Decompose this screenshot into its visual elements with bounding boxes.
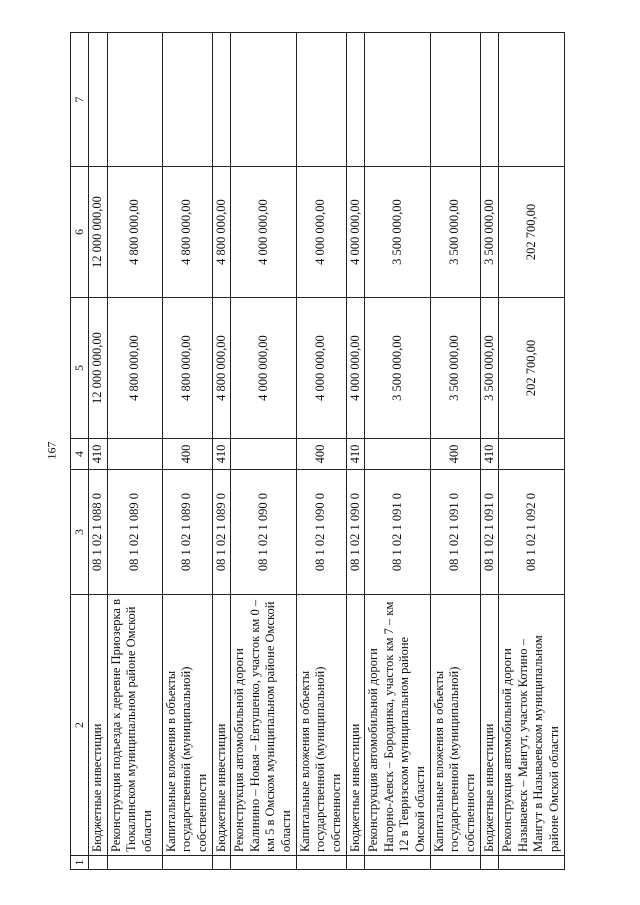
blank-cell <box>365 856 431 870</box>
header-cell: 4 <box>71 439 89 470</box>
page-number: 167 <box>44 441 59 460</box>
row-value-7 <box>499 33 565 167</box>
row-value-6: 12 000 000,00 <box>89 167 108 298</box>
row-name: Реконструкция автомобильной дороги Нагорно-Аевск – Бородинка, участок км 7 – км 12 в Тевризском муниципальном районе Омской области <box>365 595 431 856</box>
row-code: 08 1 02 1 091 0 <box>480 470 499 595</box>
row-name: Реконструкция автомобильной дороги Калинино – Новая – Евтушенко, участок км 0 – км 5 в Омском муниципальном районе Омской области <box>231 595 297 856</box>
row-code: 08 1 02 1 089 0 <box>212 470 231 595</box>
row-code: 08 1 02 1 089 0 <box>107 470 162 595</box>
row-name: Капитальные вложения в объекты государственной (муниципальной) собственности <box>296 595 346 856</box>
row-vr: 400 <box>296 439 346 470</box>
table-row <box>365 33 431 870</box>
row-value-6: 4 800 000,00 <box>107 167 162 298</box>
row-value-6: 4 800 000,00 <box>162 167 212 298</box>
row-code: 08 1 02 1 088 0 <box>89 470 108 595</box>
blank-cell <box>296 856 346 870</box>
budget-table <box>70 32 565 870</box>
row-vr <box>231 439 297 470</box>
row-value-6: 4 000 000,00 <box>231 167 297 298</box>
row-value-5: 4 000 000,00 <box>231 298 297 439</box>
row-value-7 <box>107 33 162 167</box>
table-row <box>212 33 231 870</box>
row-vr: 410 <box>480 439 499 470</box>
row-value-5: 12 000 000,00 <box>89 298 108 439</box>
blank-cell <box>212 856 231 870</box>
table-row <box>499 33 565 870</box>
table-row <box>480 33 499 870</box>
row-name: Капитальные вложения в объекты государственной (муниципальной) собственности <box>430 595 480 856</box>
row-value-7 <box>365 33 431 167</box>
row-code: 08 1 02 1 092 0 <box>499 470 565 595</box>
row-value-5: 202 700,00 <box>499 298 565 439</box>
rotated-table-container <box>70 33 561 870</box>
row-name: Бюджетные инвестиции <box>346 595 365 856</box>
row-value-5: 4 800 000,00 <box>162 298 212 439</box>
row-value-7 <box>89 33 108 167</box>
row-vr <box>365 439 431 470</box>
row-vr <box>499 439 565 470</box>
table-row <box>346 33 365 870</box>
row-vr: 410 <box>89 439 108 470</box>
blank-cell <box>430 856 480 870</box>
blank-cell <box>480 856 499 870</box>
row-code: 08 1 02 1 090 0 <box>296 470 346 595</box>
table-row <box>296 33 346 870</box>
row-vr: 410 <box>212 439 231 470</box>
row-code: 08 1 02 1 089 0 <box>162 470 212 595</box>
header-cell: 6 <box>71 167 89 298</box>
table-row <box>430 33 480 870</box>
header-cell: 2 <box>71 595 89 856</box>
row-code: 08 1 02 1 090 0 <box>231 470 297 595</box>
row-value-7 <box>480 33 499 167</box>
table-row <box>162 33 212 870</box>
row-value-5: 4 800 000,00 <box>212 298 231 439</box>
row-vr <box>107 439 162 470</box>
header-row <box>71 33 89 870</box>
row-value-6: 4 000 000,00 <box>346 167 365 298</box>
header-cell: 3 <box>71 470 89 595</box>
blank-cell <box>499 856 565 870</box>
row-name: Бюджетные инвестиции <box>212 595 231 856</box>
row-value-7 <box>346 33 365 167</box>
header-cell: 1 <box>71 856 89 870</box>
row-value-5: 4 800 000,00 <box>107 298 162 439</box>
row-name: Реконструкция подъезда к деревне Приозерка в Тюкалинском муниципальном районе Омской области <box>107 595 162 856</box>
row-value-6: 3 500 000,00 <box>480 167 499 298</box>
row-value-5: 3 500 000,00 <box>430 298 480 439</box>
table-row <box>231 33 297 870</box>
row-name: Реконструкция автомобильной дороги Называевск – Мангут, участок Котино – Мангут в Называевском муниципальном районе Омской области <box>499 595 565 856</box>
row-vr: 400 <box>430 439 480 470</box>
row-value-7 <box>430 33 480 167</box>
row-code: 08 1 02 1 091 0 <box>365 470 431 595</box>
row-name: Бюджетные инвестиции <box>89 595 108 856</box>
blank-cell <box>107 856 162 870</box>
row-value-6: 3 500 000,00 <box>430 167 480 298</box>
blank-cell <box>162 856 212 870</box>
row-vr: 410 <box>346 439 365 470</box>
blank-cell <box>346 856 365 870</box>
table-row <box>89 33 108 870</box>
row-value-6: 4 800 000,00 <box>212 167 231 298</box>
row-value-6: 202 700,00 <box>499 167 565 298</box>
row-value-5: 3 500 000,00 <box>480 298 499 439</box>
row-value-5: 4 000 000,00 <box>346 298 365 439</box>
row-vr: 400 <box>162 439 212 470</box>
row-name: Бюджетные инвестиции <box>480 595 499 856</box>
blank-cell <box>89 856 108 870</box>
blank-cell <box>231 856 297 870</box>
row-value-5: 3 500 000,00 <box>365 298 431 439</box>
row-value-6: 4 000 000,00 <box>296 167 346 298</box>
row-value-7 <box>212 33 231 167</box>
row-value-7 <box>296 33 346 167</box>
header-cell: 5 <box>71 298 89 439</box>
row-value-7 <box>231 33 297 167</box>
row-name: Капитальные вложения в объекты государственной (муниципальной) собственности <box>162 595 212 856</box>
row-value-5: 4 000 000,00 <box>296 298 346 439</box>
row-value-6: 3 500 000,00 <box>365 167 431 298</box>
table-row <box>107 33 162 870</box>
row-code: 08 1 02 1 090 0 <box>346 470 365 595</box>
row-value-7 <box>162 33 212 167</box>
row-code: 08 1 02 1 091 0 <box>430 470 480 595</box>
header-cell: 7 <box>71 33 89 167</box>
